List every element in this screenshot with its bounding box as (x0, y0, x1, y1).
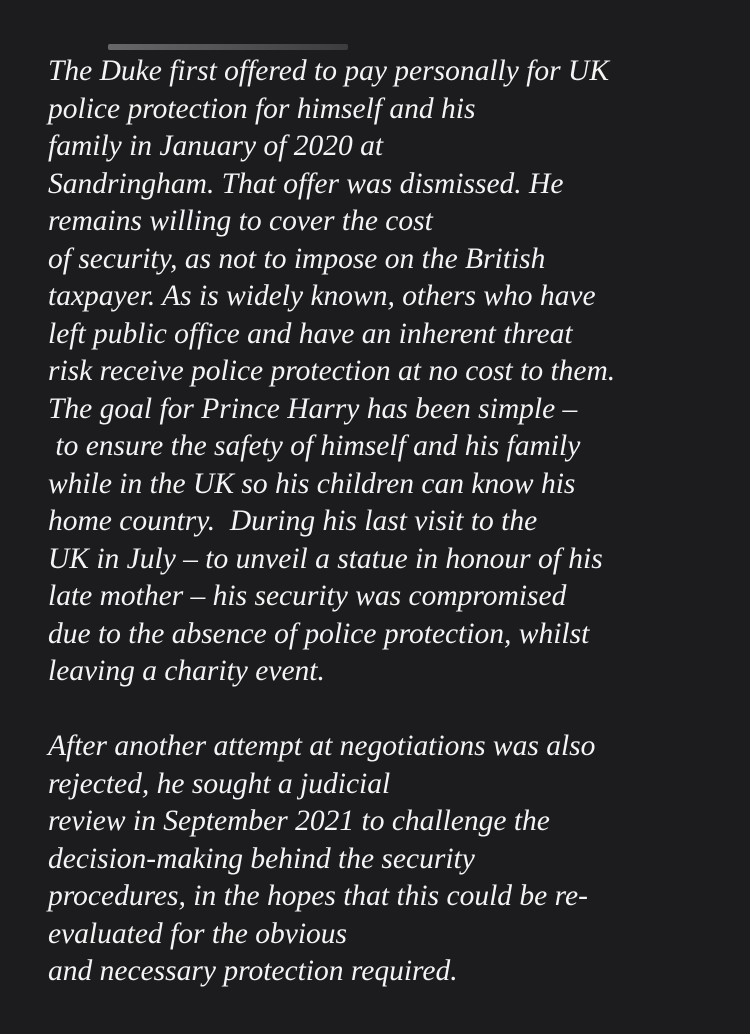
text-line: family in January of 2020 at (48, 130, 384, 162)
text-line: review in September 2021 to challenge the (48, 805, 550, 837)
text-line: late mother – his security was compromised (48, 580, 567, 612)
text-line: The goal for Prince Harry has been simple – (48, 392, 578, 425)
text-line: procedures, in the hopes that this could be re- (48, 880, 588, 912)
text-line: risk receive police protection at no cost to them. (48, 355, 616, 387)
text-line: Sandringham. That offer was dismissed. He (48, 167, 564, 200)
text-line: evaluated for the obvious (48, 917, 348, 950)
paragraph-2 (48, 728, 738, 991)
text-line: to ensure the safety of himself and his family (48, 430, 581, 462)
text-line: home country. During his last visit to the (48, 505, 538, 537)
paragraph-gap (48, 691, 738, 729)
text-line: due to the absence of police protection, whilst (48, 617, 590, 650)
text-line: remains willing to cover the cost (48, 205, 433, 237)
text-line: police protection for himself and his (48, 92, 476, 125)
text-line: UK in July – to unveil a statue in honour of his (48, 542, 603, 575)
text-line: of security, as not to impose on the British (48, 242, 546, 275)
text-line: leaving a charity event. (48, 655, 325, 687)
text-line: The Duke first offered to pay personally for UK (48, 55, 609, 87)
statement-document (48, 53, 738, 991)
text-line: taxpayer. As is widely known, others who have (48, 280, 596, 312)
text-line: left public office and have an inherent threat (48, 317, 573, 350)
cropped-previous-line (108, 44, 348, 56)
text-line: and necessary protection required. (48, 955, 458, 987)
text-line: After another attempt at negotiations was also (48, 730, 596, 762)
paragraph-1 (48, 53, 738, 691)
text-line: while in the UK so his children can know his (48, 467, 576, 500)
text-line: decision-making behind the security (48, 842, 475, 875)
text-line: rejected, he sought a judicial (48, 767, 391, 800)
